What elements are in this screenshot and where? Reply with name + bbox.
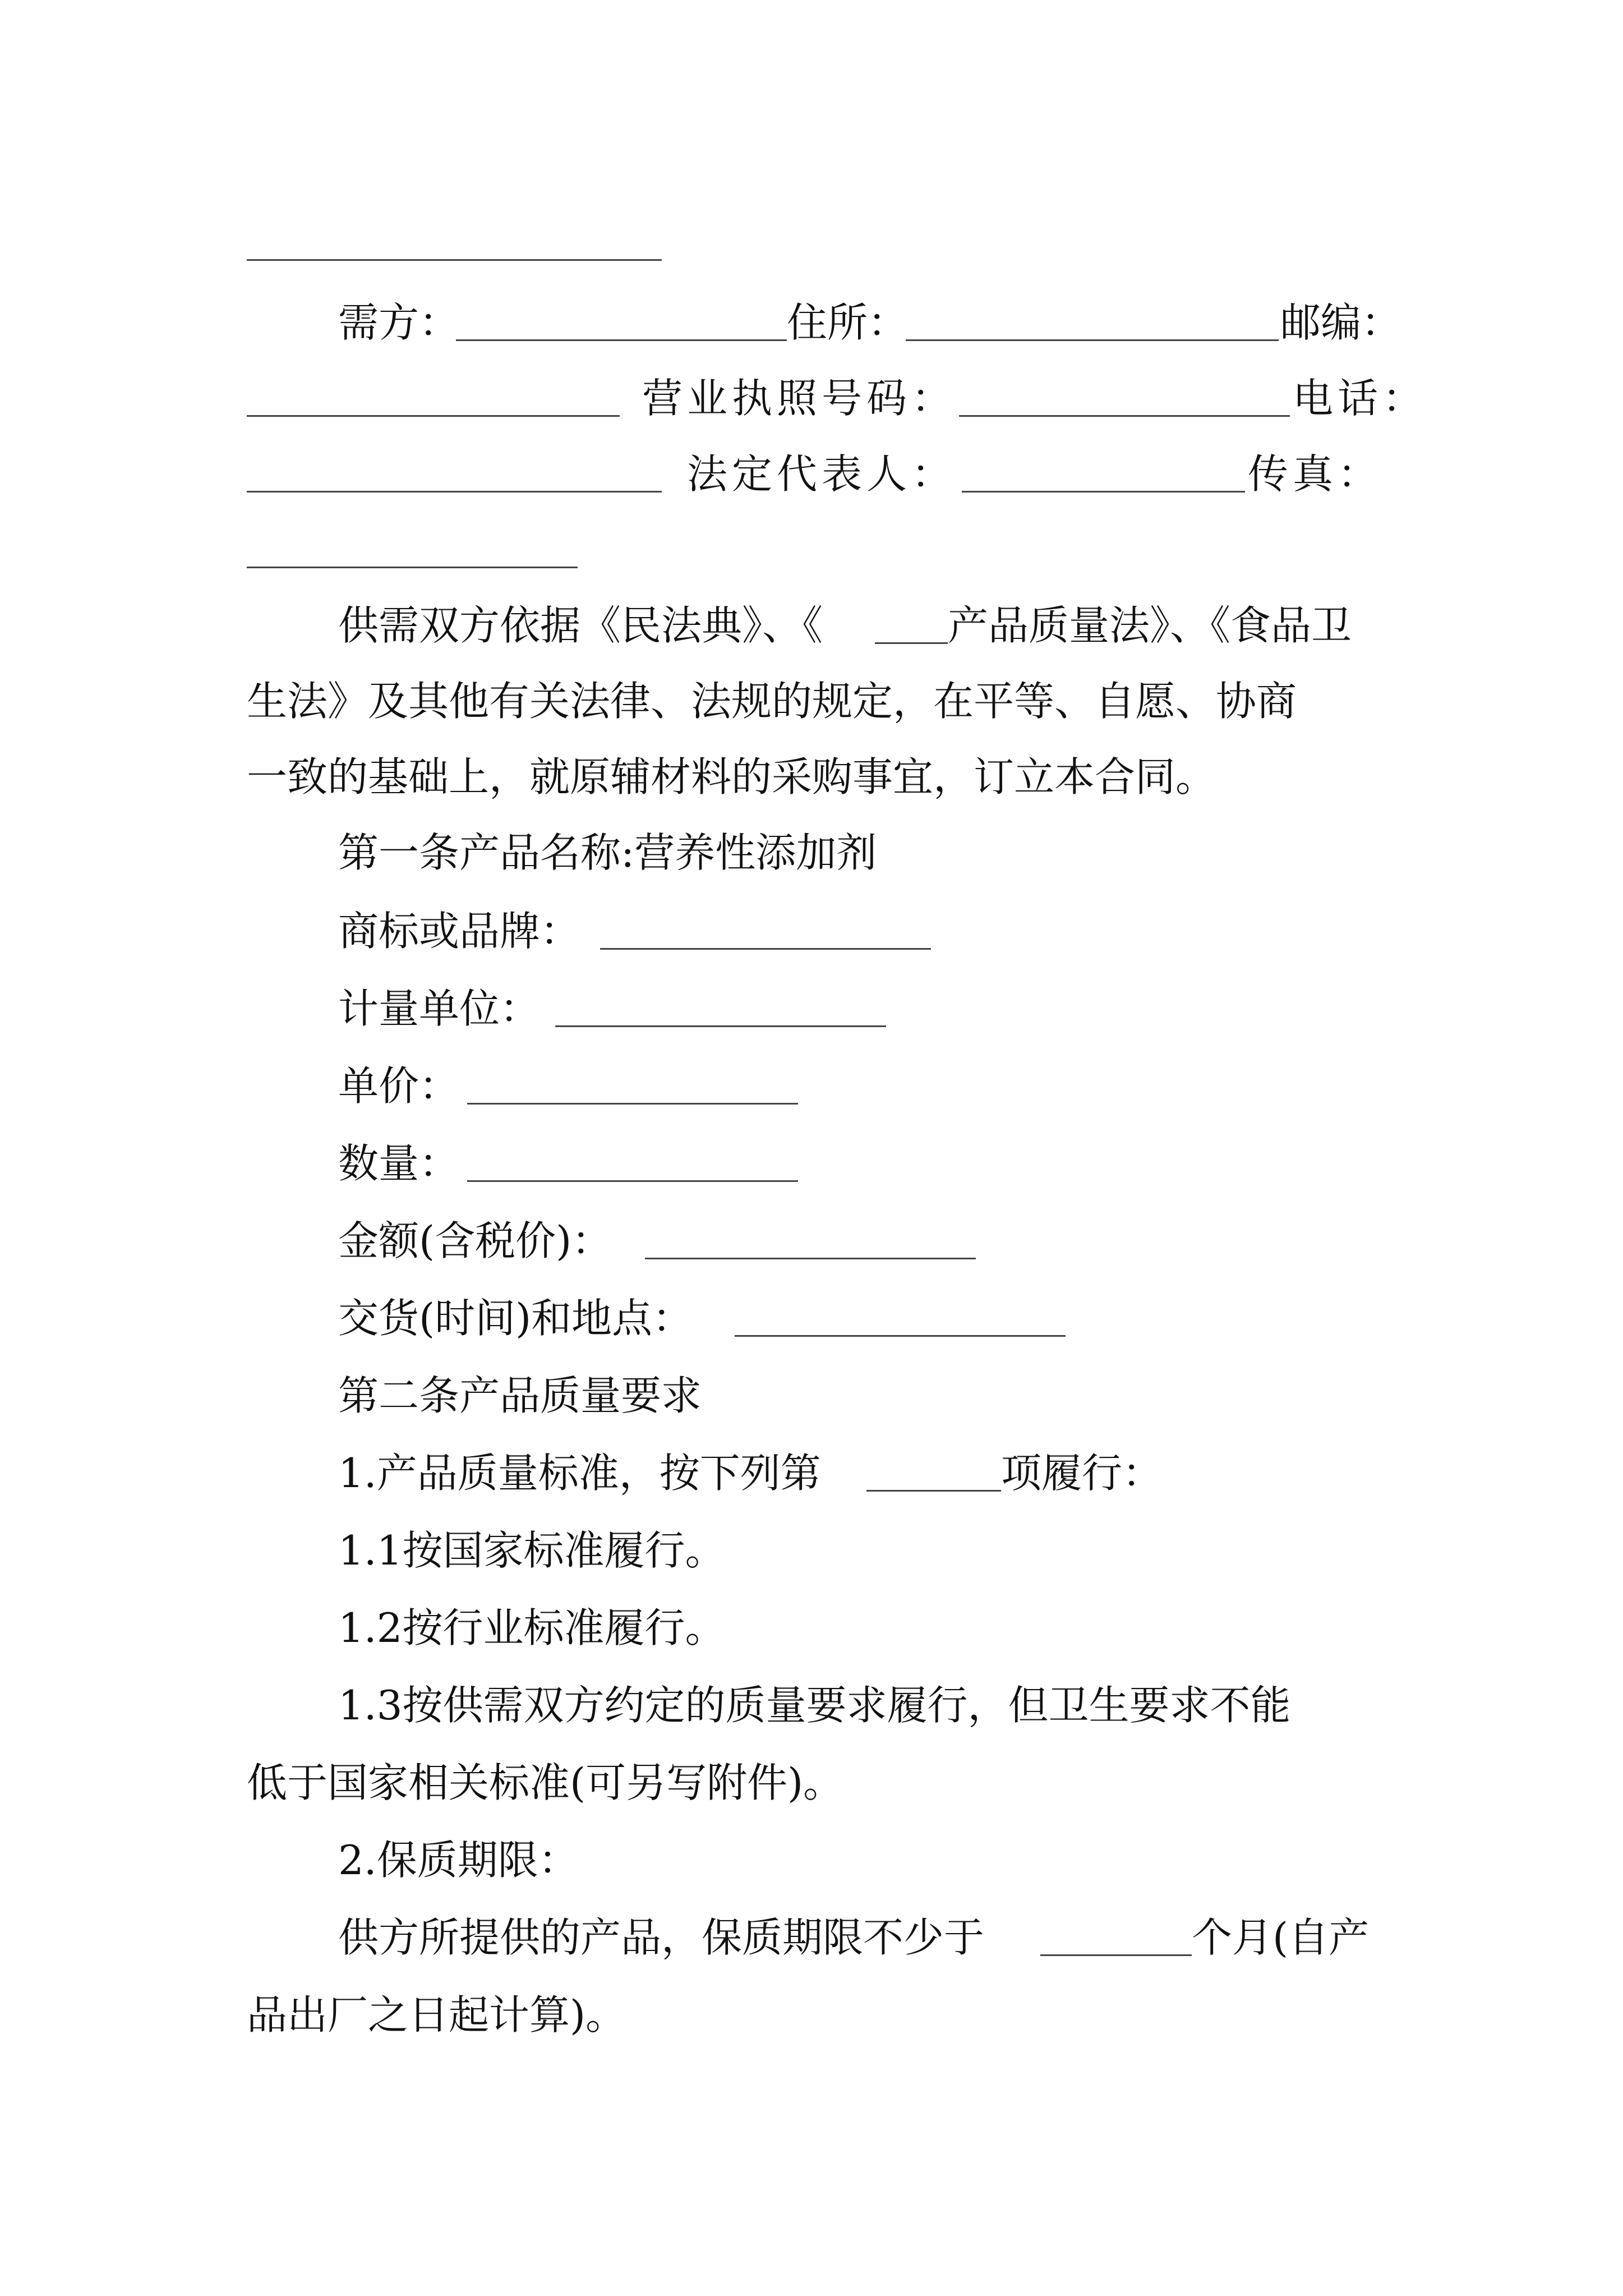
intro-line-1: [0, 586, 1623, 665]
blank-unit: [555, 1025, 886, 1027]
label-youbian: 邮编：: [1280, 299, 1402, 346]
item-1-2: [0, 1589, 1623, 1667]
intro-line-2: [0, 662, 1623, 740]
blank-line-top: [247, 259, 662, 261]
blank-qty: [467, 1180, 798, 1182]
blank-delivery: [735, 1335, 1066, 1337]
item-2-title: [0, 1821, 1623, 1899]
label-zhusuo: 住所：: [787, 299, 909, 346]
article1-title: [0, 813, 1623, 892]
blank-amount: [645, 1258, 976, 1259]
blank-fading: [962, 491, 1245, 493]
blank-shelf-life: [1040, 1954, 1192, 1956]
item-2-line-2: [0, 1976, 1623, 2054]
party-line-2: [0, 359, 1623, 438]
blank-chuanzhen: [247, 567, 578, 568]
label-price: 单价：: [338, 1062, 460, 1110]
blank-xufang: [456, 339, 787, 341]
item-1-3-text-1: 1.3按供需双方约定的质量要求履行，但卫生要求不能: [338, 1682, 1291, 1729]
label-dianhua: 电话：: [1293, 375, 1428, 422]
item-2-text-2: 品出厂之日起计算)。: [247, 1991, 626, 2039]
blank-price: [467, 1103, 798, 1105]
blank-youbian: [247, 415, 620, 417]
item-2-text-1b: 个月(自产: [1192, 1914, 1370, 1961]
item-1-1-text: 1.1按国家标准履行。: [338, 1527, 726, 1574]
article2-title-text: 第二条产品质量要求: [338, 1372, 702, 1419]
item-2-text-1a: 供方所提供的产品，保质期限不少于: [338, 1914, 985, 1961]
blank-country: [875, 642, 948, 644]
label-delivery: 交货(时间)和地点：: [338, 1295, 693, 1342]
field-unit: [0, 969, 1623, 1048]
item-1-2-text: 1.2按行业标准履行。: [338, 1604, 726, 1651]
label-xufang: 需方：: [338, 299, 460, 346]
label-unit: 计量单位：: [338, 985, 541, 1032]
field-delivery: [0, 1279, 1623, 1358]
label-brand: 商标或品牌：: [338, 908, 581, 955]
blank-brand: [600, 948, 931, 950]
label-qty: 数量：: [338, 1140, 460, 1187]
intro-line-3: [0, 738, 1623, 816]
item-1-text-a: 1.产品质量标准，按下列第: [338, 1450, 821, 1497]
party-line-1: [0, 283, 1623, 362]
field-amount: [0, 1202, 1623, 1280]
blank-item-choice: [866, 1490, 1001, 1492]
field-qty: [0, 1124, 1623, 1203]
item-1-3-line-1: [0, 1666, 1623, 1745]
label-chuanzhen: 传真：: [1248, 450, 1383, 498]
field-brand: [0, 892, 1623, 970]
intro-text-3: 一致的基础上，就原辅材料的采购事宜，订立本合同。: [247, 753, 1216, 800]
article1-title-text: 第一条产品名称:营养性添加剂: [338, 829, 877, 876]
intro-text-1a: 供需双方依据《民法典》、《: [338, 602, 823, 649]
item-2-title-text: 2.保质期限：: [338, 1837, 579, 1884]
item-1: [0, 1434, 1623, 1512]
item-1-3-text-2: 低于国家相关标准(可另写附件)。: [247, 1759, 844, 1806]
blank-zhusuo: [906, 339, 1279, 341]
blank-dianhua: [247, 491, 662, 493]
intro-text-2: 生法》及其他有关法律、法规的规定，在平等、自愿、协商: [247, 678, 1297, 725]
item-1-3-line-2: [0, 1743, 1623, 1822]
blank-yingye: [959, 415, 1290, 417]
item-1-1: [0, 1511, 1623, 1590]
label-amount: 金额(含税价)：: [338, 1217, 612, 1264]
label-yingye: 营业执照号码：: [642, 375, 957, 422]
label-fading: 法定代表人：: [687, 450, 957, 498]
item-2-line-1: [0, 1898, 1623, 1977]
article2-title: [0, 1356, 1623, 1435]
party-line-3: [0, 435, 1623, 513]
field-price: [0, 1047, 1623, 1125]
item-1-text-b: 项履行：: [1001, 1450, 1163, 1497]
intro-text-1b: 产品质量法》、《食品卫: [948, 602, 1352, 649]
